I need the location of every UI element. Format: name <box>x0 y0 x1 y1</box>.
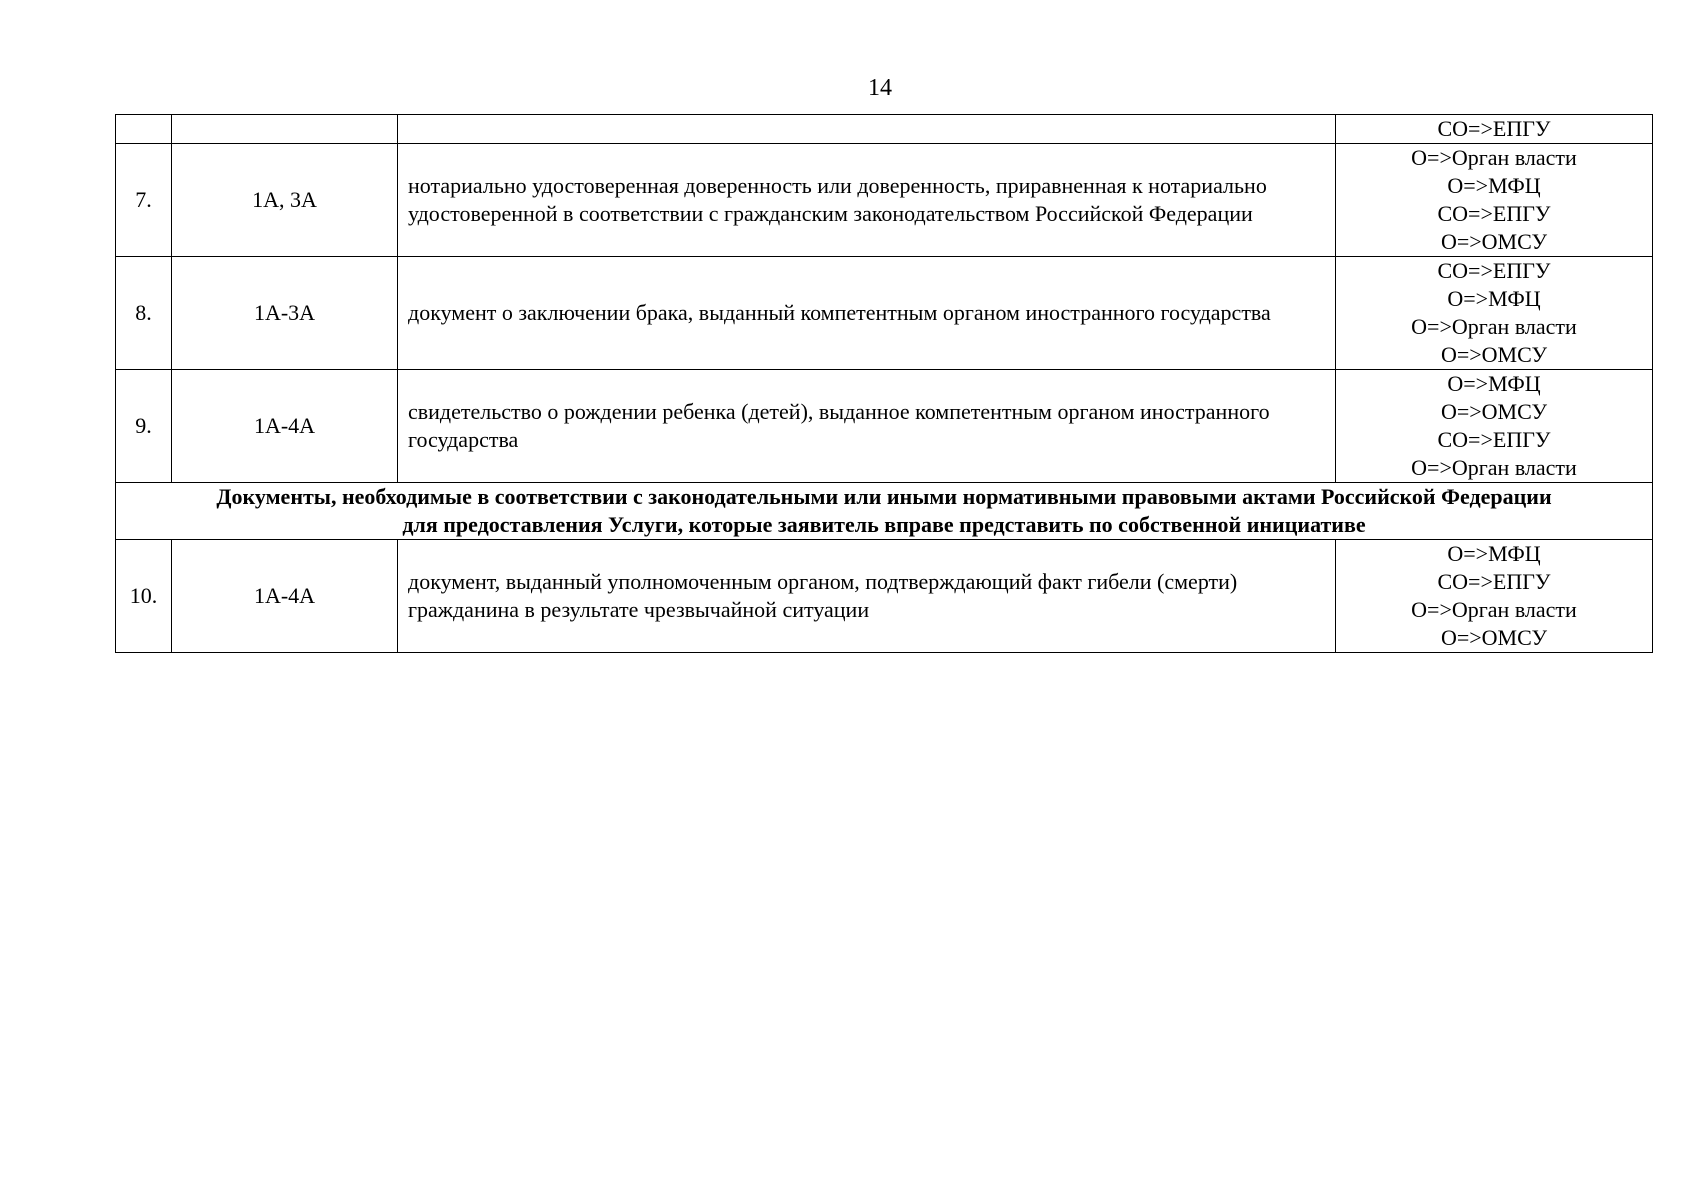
cell-routes <box>1336 115 1653 144</box>
route-line: О=>МФЦ <box>1447 173 1541 198</box>
cell-routes <box>1336 257 1653 370</box>
cell-code: 1А-4А <box>172 370 398 483</box>
cell-code: 1А, 3А <box>172 144 398 257</box>
table-row <box>116 144 1653 257</box>
route-line: О=>ОМСУ <box>1440 625 1548 650</box>
route-line: О=>ОМСУ <box>1440 399 1548 424</box>
route-line: СО=>ЕПГУ <box>1437 427 1551 452</box>
route-line: СО=>ЕПГУ <box>1437 258 1551 283</box>
cell-num: 8. <box>116 257 172 370</box>
route-line: О=>ОМСУ <box>1440 229 1548 254</box>
page-number: 14 <box>868 75 892 101</box>
cell-document: свидетельство о рождении ребенка (детей), выданное компетентным органом иностранного государства <box>398 370 1336 483</box>
section-heading-line: для предоставления Услуги, которые заявитель вправе представить по собственной инициативе <box>402 512 1366 537</box>
route-line: О=>Орган власти <box>1411 455 1577 480</box>
cell-routes <box>1336 144 1653 257</box>
cell-code: 1А-4А <box>172 540 398 653</box>
route-line: О=>ОМСУ <box>1440 342 1548 367</box>
route-line: СО=>ЕПГУ <box>1437 116 1551 141</box>
cell-routes <box>1336 540 1653 653</box>
cell-num: 10. <box>116 540 172 653</box>
route-line: О=>МФЦ <box>1447 541 1541 566</box>
route-line: О=>МФЦ <box>1447 371 1541 396</box>
cell-document: документ о заключении брака, выданный компетентным органом иностранного государства <box>398 257 1336 370</box>
route-line: СО=>ЕПГУ <box>1437 569 1551 594</box>
section-heading-row <box>116 483 1653 540</box>
cell-num: 9. <box>116 370 172 483</box>
route-line: О=>Орган власти <box>1411 314 1577 339</box>
section-heading <box>116 483 1653 540</box>
route-line: О=>Орган власти <box>1411 145 1577 170</box>
route-line: О=>Орган власти <box>1411 597 1577 622</box>
cell-num-empty <box>116 115 172 144</box>
table-row <box>116 257 1653 370</box>
route-line: О=>МФЦ <box>1447 286 1541 311</box>
table-row <box>116 540 1653 653</box>
cell-code-empty <box>172 115 398 144</box>
documents-table <box>115 114 1653 653</box>
route-line: СО=>ЕПГУ <box>1437 201 1551 226</box>
cell-document-empty <box>398 115 1336 144</box>
cell-code: 1А-3А <box>172 257 398 370</box>
table-row-continuation <box>116 115 1653 144</box>
cell-routes <box>1336 370 1653 483</box>
table-row <box>116 370 1653 483</box>
section-heading-line: Документы, необходимые в соответствии с законодательными или иными нормативными правовыми актами Российской Федерации <box>216 484 1552 509</box>
cell-document: нотариально удостоверенная доверенность или доверенность, приравненная к нотариально удостоверенной в соответствии с гражданским законодательством Российской Федерации <box>398 144 1336 257</box>
cell-document: документ, выданный уполномоченным органом, подтверждающий факт гибели (смерти) гражданина в результате чрезвычайной ситуации <box>398 540 1336 653</box>
cell-num: 7. <box>116 144 172 257</box>
